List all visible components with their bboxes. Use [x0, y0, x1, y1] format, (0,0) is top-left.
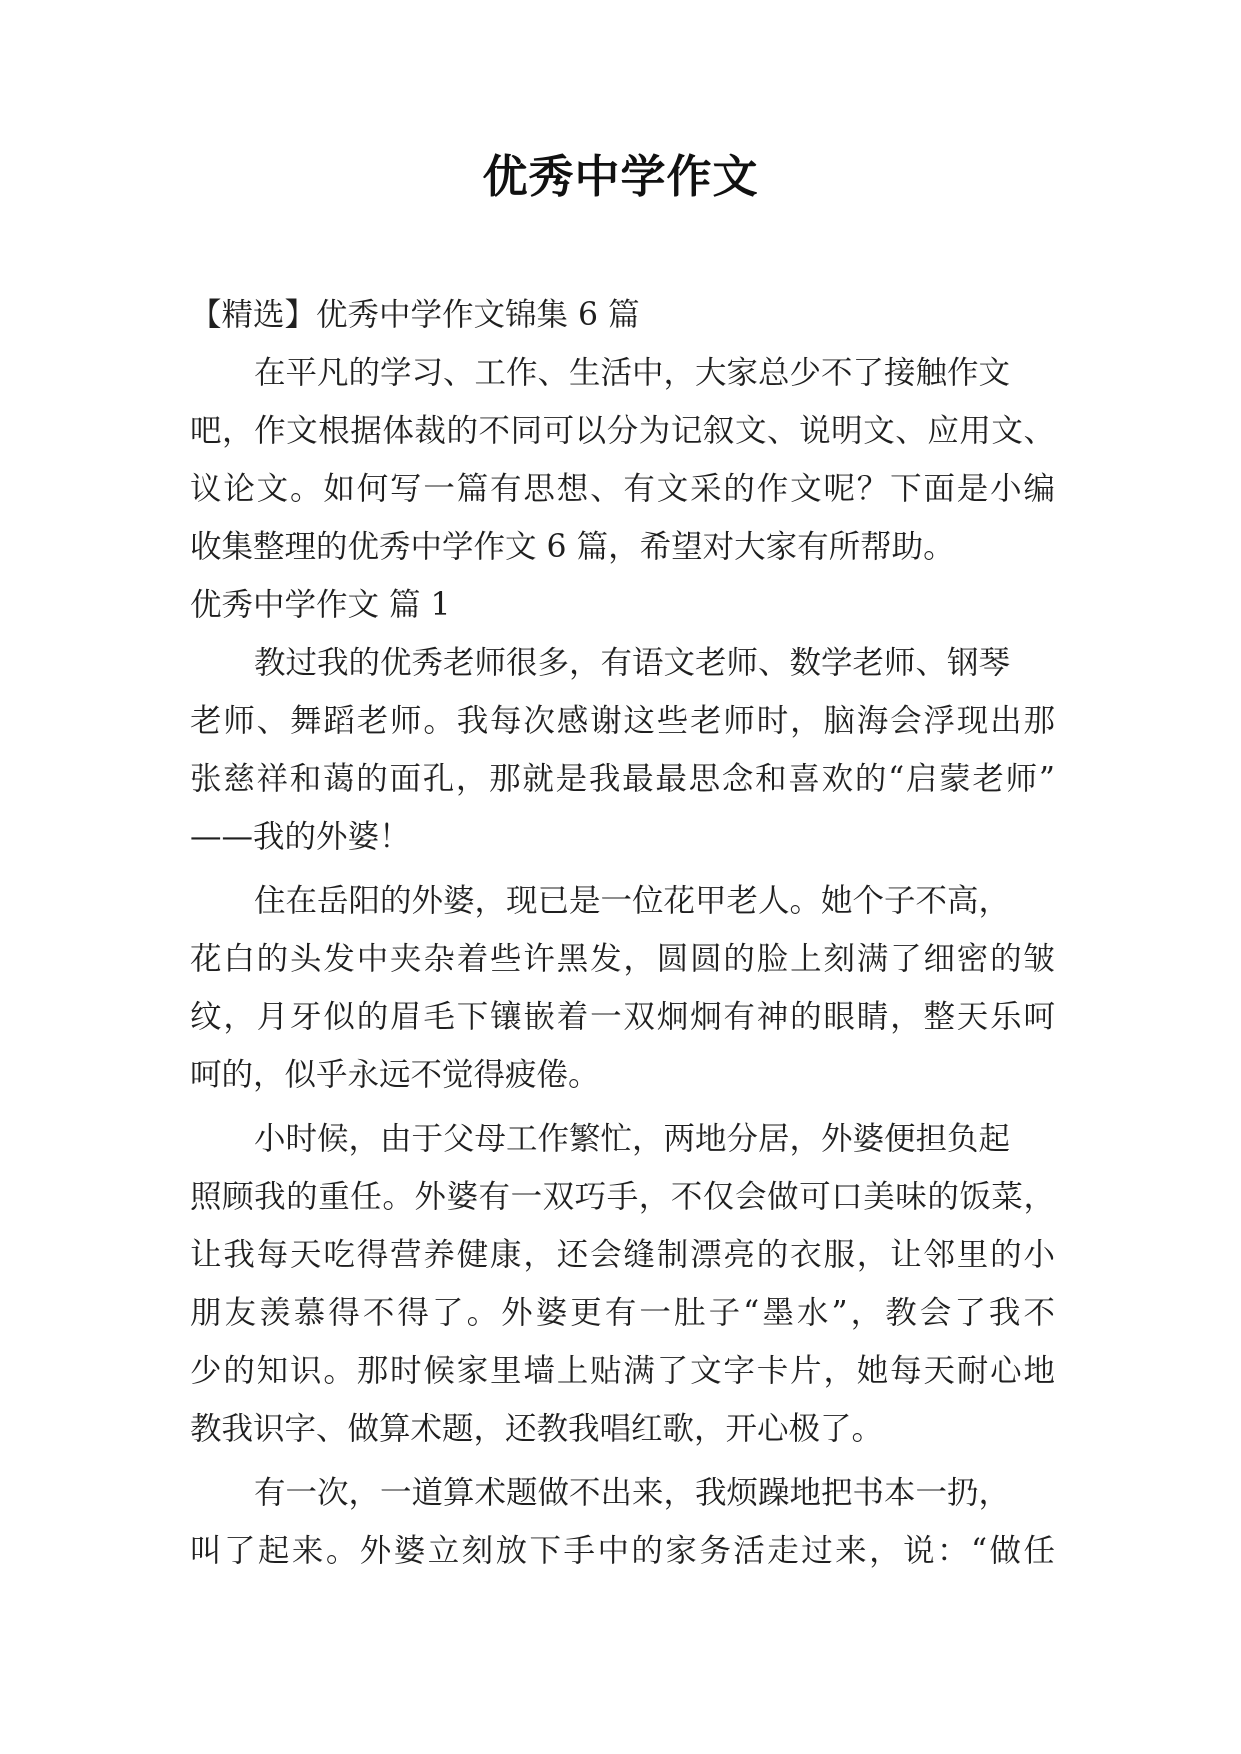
- text-line: 张慈祥和蔼的面孔，那就是我最最思念和喜欢的“启蒙老师”: [190, 761, 1055, 797]
- section-heading: 优秀中学作文 篇 1: [190, 587, 451, 623]
- text-line: 照顾我的重任。外婆有一双巧手，不仅会做可口美味的饭菜，: [190, 1179, 1055, 1215]
- text-line: 吧，作文根据体裁的不同可以分为记叙文、说明文、应用文、: [190, 413, 1055, 449]
- text-line: 住在岳阳的外婆，现已是一位花甲老人。她个子不高，: [254, 883, 1011, 919]
- text-line: 收集整理的优秀中学作文 6 篇，希望对大家有所帮助。: [190, 529, 955, 565]
- text-line: 【精选】优秀中学作文锦集 6 篇: [190, 297, 640, 333]
- document-body: [190, 286, 1055, 1580]
- text-line: 让我每天吃得营养健康，还会缝制漂亮的衣服，让邻里的小: [190, 1237, 1055, 1273]
- text-line: 朋友羡慕得不得了。外婆更有一肚子“墨水”，教会了我不: [190, 1295, 1055, 1331]
- text-line: 在平凡的学习、工作、生活中，大家总少不了接触作文: [254, 355, 1011, 391]
- document-title: 优秀中学作文: [482, 150, 759, 203]
- text-line: 老师、舞蹈老师。我每次感谢这些老师时，脑海会浮现出那: [190, 703, 1055, 739]
- text-line: 花白的头发中夹杂着些许黑发，圆圆的脸上刻满了细密的皱: [190, 941, 1055, 977]
- text-line: 呵的，似乎永远不觉得疲倦。: [190, 1057, 600, 1093]
- text-line: 议论文。如何写一篇有思想、有文采的作文呢？下面是小编: [190, 471, 1055, 507]
- text-line: 叫了起来。外婆立刻放下手中的家务活走过来，说：“做任: [190, 1533, 1055, 1569]
- text-line: 小时候，由于父母工作繁忙，两地分居，外婆便担负起: [254, 1121, 1011, 1157]
- text-line: 少的知识。那时候家里墙上贴满了文字卡片，她每天耐心地: [190, 1353, 1055, 1389]
- text-line: 教过我的优秀老师很多，有语文老师、数学老师、钢琴: [254, 645, 1011, 681]
- text-line: 教我识字、做算术题，还教我唱红歌，开心极了。: [190, 1411, 884, 1447]
- text-line: 纹，月牙似的眉毛下镶嵌着一双炯炯有神的眼睛，整天乐呵: [190, 999, 1055, 1035]
- text-line: 有一次，一道算术题做不出来，我烦躁地把书本一扔，: [254, 1475, 1011, 1511]
- text-line: ——我的外婆！: [190, 819, 411, 855]
